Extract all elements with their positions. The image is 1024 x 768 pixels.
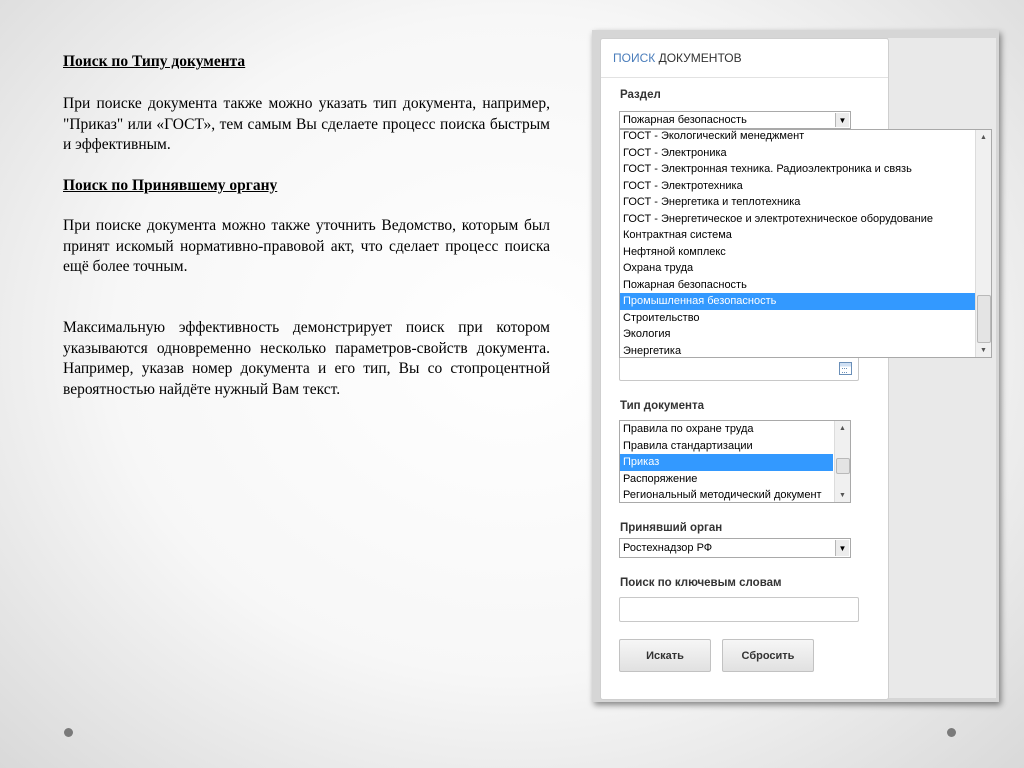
- doc-type-listbox[interactable]: [619, 420, 851, 503]
- keywords-label: Поиск по ключевым словам: [620, 577, 782, 589]
- heading-doc-type: Поиск по Типу документа: [63, 53, 246, 70]
- paragraph-authority: При поиске документа можно также уточнить Ведомство, которым был принят искомый нормативно-правовой акт, что сделает процесс поиска ещё более точным.: [63, 217, 550, 275]
- section-option[interactable]: Промышленная безопасность: [620, 293, 991, 310]
- section-dropdown-list[interactable]: [619, 129, 992, 358]
- section-option[interactable]: ГОСТ - Электронная техника. Радиоэлектроника и связь: [623, 163, 912, 175]
- scroll-thumb[interactable]: [836, 458, 850, 474]
- section-label: Раздел: [620, 89, 661, 101]
- section-option[interactable]: Контрактная система: [623, 229, 732, 241]
- authority-select[interactable]: Ростехнадзор РФ ▼: [619, 538, 851, 558]
- doc-type-option[interactable]: Региональный методический документ: [623, 489, 822, 501]
- section-option[interactable]: ГОСТ - Электроника: [623, 146, 727, 159]
- section-option[interactable]: Энергетика: [623, 344, 682, 357]
- section-option[interactable]: ГОСТ - Энергетическое и электротехническое оборудование: [623, 212, 934, 225]
- section-select[interactable]: Пожарная безопасность ▼: [619, 111, 851, 129]
- section-option[interactable]: ГОСТ - Экологический менеджмент: [623, 130, 805, 142]
- section-dropdown-scrollbar[interactable]: [975, 130, 991, 357]
- section-option[interactable]: ГОСТ - Электротехника: [623, 179, 743, 192]
- panel-header: [601, 39, 888, 78]
- doc-type-option[interactable]: Приказ: [620, 454, 833, 471]
- slide-dot-right: [947, 728, 956, 737]
- doc-type-option[interactable]: Правила по охране труда: [623, 423, 754, 435]
- calendar-icon[interactable]: [839, 362, 852, 375]
- slide-dot-left: [64, 728, 73, 737]
- section-option[interactable]: Охрана труда: [623, 262, 694, 274]
- paragraph-combined: Максимальную эффективность демонстрирует поиск при котором указываются одновременно несколько параметров-свойств документа. Например, указав номер документа и его тип, Вы со стопроцентной вероятностью найдёте нужный Вам текст.: [63, 319, 550, 398]
- scroll-down-icon[interactable]: ▼: [980, 346, 987, 354]
- heading-authority: Поиск по Принявшему органу: [63, 177, 278, 194]
- date-input[interactable]: [619, 356, 859, 381]
- chevron-down-icon[interactable]: ▼: [835, 113, 849, 127]
- reset-button[interactable]: Сбросить: [722, 639, 814, 672]
- scroll-up-icon[interactable]: ▲: [980, 133, 987, 141]
- section-option[interactable]: Строительство: [623, 311, 700, 324]
- section-option[interactable]: Нефтяной комплекс: [623, 245, 726, 258]
- keywords-input[interactable]: [619, 597, 859, 622]
- scroll-up-icon[interactable]: ▲: [839, 424, 846, 432]
- panel-title: ПОИСК ДОКУМЕНТОВ: [613, 51, 742, 65]
- section-option[interactable]: ГОСТ - Энергетика и теплотехника: [623, 196, 801, 208]
- doc-type-label: Тип документа: [620, 400, 704, 412]
- section-option[interactable]: Пожарная безопасность: [623, 278, 747, 291]
- chevron-down-icon[interactable]: ▼: [835, 540, 849, 556]
- paragraph-doc-type: При поиске документа также можно указать тип документа, например, "Приказ" или «ГОСТ», тем самым Вы сделаете процесс поиска быстрым и эффективным.: [63, 95, 550, 153]
- scroll-thumb[interactable]: [977, 295, 991, 343]
- doc-type-option[interactable]: Распоряжение: [623, 472, 698, 485]
- doc-type-option[interactable]: Правила стандартизации: [623, 439, 753, 452]
- doc-type-scrollbar[interactable]: [834, 421, 850, 502]
- search-button[interactable]: Искать: [619, 639, 711, 672]
- authority-label: Принявший орган: [620, 522, 723, 534]
- scroll-down-icon[interactable]: ▼: [839, 491, 846, 499]
- section-option[interactable]: Экология: [623, 328, 671, 340]
